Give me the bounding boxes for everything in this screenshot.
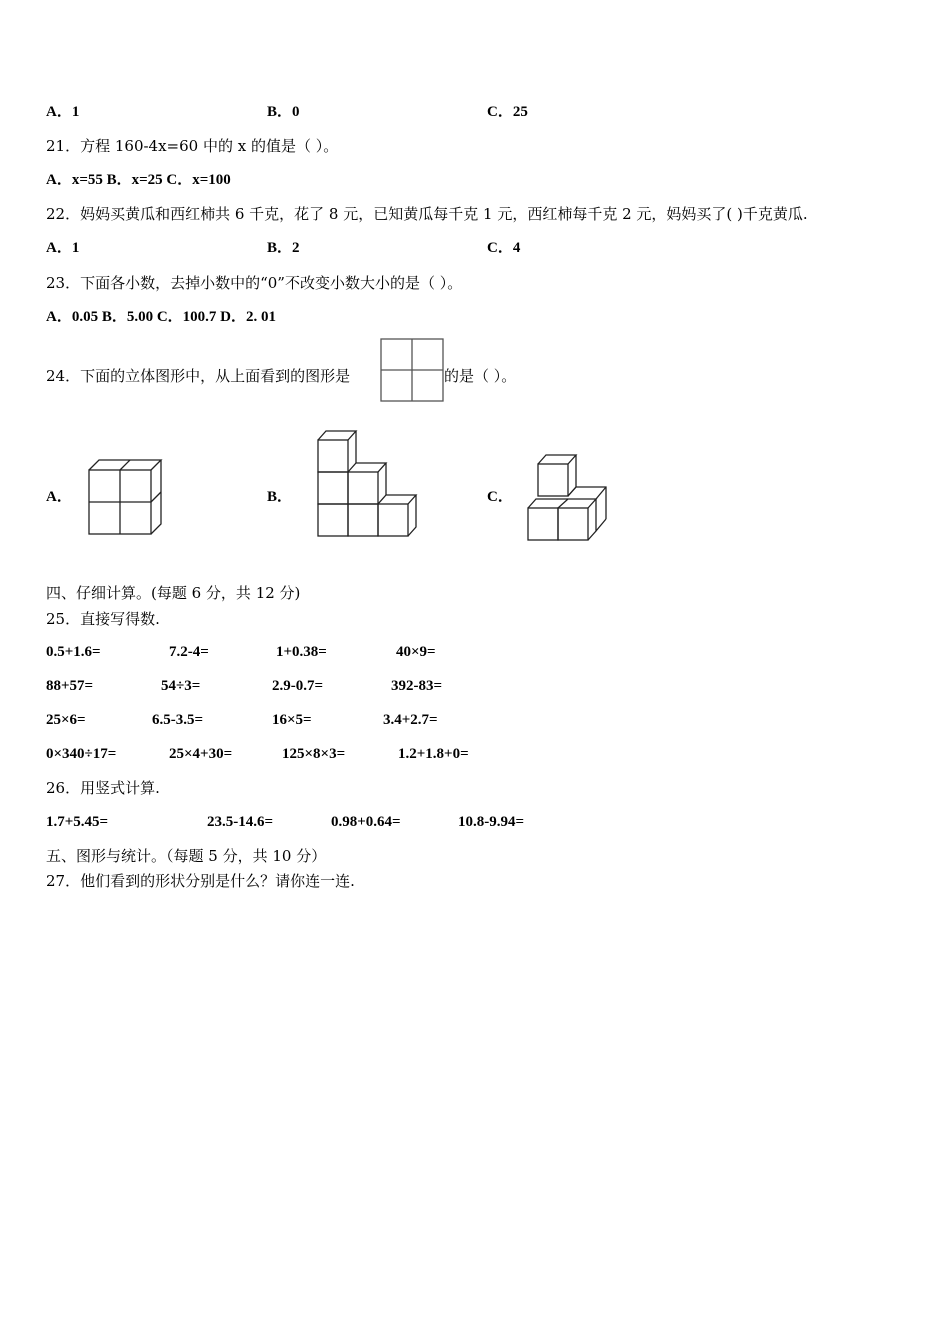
q25-r1-c1: 0.5+1.6= [46,644,101,660]
q25-r1-c2: 7.2-4= [169,644,209,660]
q25-r4-c2: 25×4+30= [169,746,233,762]
q24-option-b-figure [314,426,424,542]
q24-option-c-figure [524,450,616,546]
q25-r2-c1: 88+57= [46,678,94,694]
q21-stem: 21．方程 160-4x=60 中的 x 的值是（ ）。 [46,137,339,155]
q22-option-a: A．1 [46,240,80,256]
q20-option-a: A．1 [46,104,80,120]
q23-stem: 23．下面各小数，去掉小数中的“0”不改变小数大小的是（ ）。 [46,274,463,292]
q25-r2-c2: 54÷3= [161,678,201,694]
q23-options: A．0.05 B．5.00 C．100.7 D．2. 01 [46,309,277,325]
q24-option-c-label: C． [487,489,513,505]
q22-option-b: B．2 [267,240,300,256]
q24-option-a-figure [86,455,166,540]
q26-item-2: 23.5-14.6= [207,814,274,830]
q24-top-view-grid [380,338,444,402]
q24-option-b-label: B． [267,489,293,505]
q26-item-3: 0.98+0.64= [331,814,401,830]
q21-options: A．x=55 B．x=25 C．x=100 [46,172,231,188]
q24-option-a-label: A． [46,489,72,505]
q25-r3-c3: 16×5= [272,712,312,728]
q24-stem-before: 24．下面的立体图形中，从上面看到的图形是 [46,367,351,385]
q25-r2-c3: 2.9-0.7= [272,678,324,694]
q24-stem-after: 的是（ ）。 [444,367,517,385]
q25-stem: 25．直接写得数. [46,610,160,628]
q20-option-c: C．25 [487,104,528,120]
q25-r2-c4: 392-83= [391,678,443,694]
q25-r3-c2: 6.5-3.5= [152,712,204,728]
q25-r3-c4: 3.4+2.7= [383,712,438,728]
q25-r3-c1: 25×6= [46,712,86,728]
section5-title: 五、图形与统计。（每题 5 分，共 10 分） [46,847,327,865]
q22-stem: 22．妈妈买黄瓜和西红柿共 6 千克，花了 8 元，已知黄瓜每千克 1 元，西红柿每千克 2 元，妈妈买了( )千克黄瓜. [46,205,808,223]
q25-r1-c4: 40×9= [396,644,436,660]
q27-stem: 27．他们看到的形状分别是什么？请你连一连. [46,872,355,890]
q22-option-c: C．4 [487,240,521,256]
q26-item-4: 10.8-9.94= [458,814,525,830]
q25-r4-c1: 0×340÷17= [46,746,117,762]
q26-stem: 26．用竖式计算. [46,779,160,797]
q25-r4-c4: 1.2+1.8+0= [398,746,469,762]
section4-title: 四、仔细计算。(每题 6 分，共 12 分) [46,584,301,602]
q20-option-b: B．0 [267,104,300,120]
q26-item-1: 1.7+5.45= [46,814,109,830]
q25-r1-c3: 1+0.38= [276,644,327,660]
q25-r4-c3: 125×8×3= [282,746,346,762]
